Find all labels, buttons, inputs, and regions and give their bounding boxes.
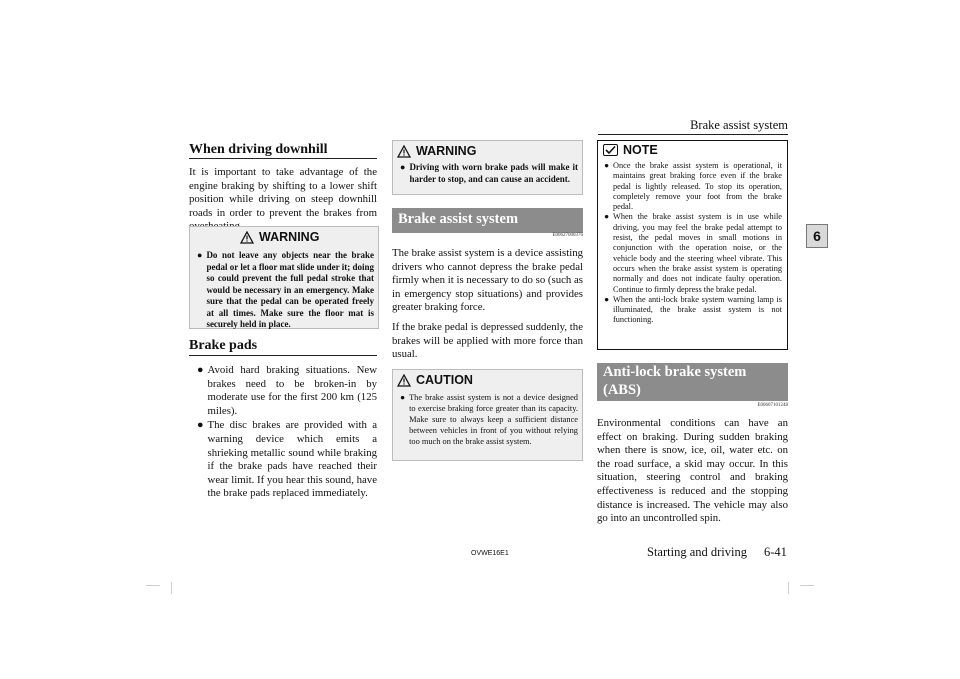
footer-page-number: 6-41 — [764, 545, 787, 559]
note-item-text: When the brake assist system is in use while driving, you may feel the brake pedal attempt to resist, the pedal moves in small motions in conjunction with the operation noise, or the vehicle body and the steering wheel vibrate. This occurs when the brake assist system is operating normally and does not indicate faulty operation. Continue to firmly depress the brake pedal. — [613, 212, 782, 294]
list-item-text: The disc brakes are provided with a warning device which emits a shrieking metallic sound while braking if the brake pads have reached their wear limit. If you hear this sound, have the brake pads replaced immediately. — [207, 419, 377, 500]
bullet-icon: ● — [400, 393, 406, 402]
bullet-icon: ● — [197, 250, 203, 260]
brake-assist-paragraph-1: The brake assist system is a device assisting drivers who cannot depress the brake pedal firmly when it is necessary to do so (such as in emergency stop situations) and provides greater braking force. — [392, 247, 584, 314]
warning-text: Do not leave any objects near the brake pedal or let a floor mat slide under it; doing so could prevent the full pedal stroke that would be necessary in an emergency. Make sure that the pedal can be operated freely at all times. Make sure the floor mat is securely held in place. — [206, 250, 374, 329]
crop-mark — [171, 582, 172, 594]
bullet-icon: ● — [604, 212, 610, 222]
list-item — [604, 161, 782, 212]
caution-label — [397, 373, 473, 387]
caution-text: The brake assist system is not a device designed to exercise braking force greater than its capacity. Make sure to always keep a sufficient distance between vehicles in front of you without relying too much on the brake assist system. — [409, 393, 578, 446]
note-item-text: When the anti-lock brake system warning lamp is illuminated, the brake assist system is not functioning. — [613, 294, 782, 325]
list-item — [604, 212, 782, 294]
warning-item — [400, 162, 578, 185]
warning-triangle-icon — [397, 145, 411, 158]
caution-label-text: CAUTION — [416, 373, 473, 387]
warning-box-downhill — [189, 226, 379, 329]
caution-item — [400, 392, 578, 447]
caution-box — [392, 369, 583, 461]
warning-label-text: WARNING — [416, 144, 477, 158]
note-check-icon — [603, 144, 618, 156]
section-heading-brake-pads: Brake pads — [189, 338, 258, 353]
warning-item — [197, 250, 374, 331]
brake-pads-list — [197, 364, 377, 501]
section-code: E00607101248 — [757, 403, 788, 408]
bullet-icon: ● — [197, 364, 204, 376]
warning-triangle-icon — [397, 374, 411, 387]
list-item — [604, 295, 782, 326]
list-item-text: Avoid hard braking situations. New brakes need to be broken-in by moderate use for the first 200 km (125 miles). — [207, 364, 377, 417]
chapter-tab: 6 — [806, 224, 828, 248]
crop-mark — [800, 585, 814, 586]
heading-underline — [189, 355, 377, 356]
note-box — [597, 140, 788, 350]
bullet-icon: ● — [197, 419, 204, 432]
heading-underline — [189, 158, 377, 159]
list-item — [197, 419, 377, 501]
bullet-icon: ● — [604, 294, 610, 304]
footer-model-code: OVWE16E1 — [471, 550, 509, 557]
note-label — [603, 143, 658, 157]
note-item-text: Once the brake assist system is operational, it maintains great braking force even if the brake pedal is lightly released. To stop its operation, completely remove your foot from the brake pedal. — [613, 161, 782, 212]
warning-triangle-icon — [240, 231, 254, 244]
abs-paragraph: Environmental conditions can have an effect on braking. During sudden braking when there is snow, ice, oil, water etc. on the road surface, a skid may occur. In this situation, steering control and braking effectiveness is reduced and the stopping distance is increased. The vehicle may also go into an uncontrolled spin. — [597, 417, 788, 525]
warning-label — [240, 230, 319, 244]
warning-label — [397, 144, 476, 158]
note-label-text: NOTE — [623, 143, 658, 157]
note-list — [604, 161, 782, 326]
list-item — [197, 364, 377, 418]
header-rule — [598, 134, 788, 135]
section-band-abs — [597, 363, 788, 401]
downhill-paragraph: It is important to take advantage of the engine braking by shifting to a lower shift position while driving on steep downhill roads in order to prevent the brakes from — [189, 166, 377, 219]
section-heading-downhill: When driving downhill — [189, 142, 328, 157]
warning-label-text: WARNING — [259, 230, 320, 244]
warning-box-brake-pads — [392, 140, 583, 195]
warning-text: Driving with worn brake pads will make it harder to stop, and can cause an accident. — [409, 162, 578, 184]
footer-section-name: Starting and driving — [647, 545, 747, 559]
crop-mark — [788, 582, 789, 594]
bullet-icon: ● — [400, 162, 406, 172]
section-code: E00627000376 — [552, 233, 583, 238]
brake-assist-paragraph-2: If the brake pedal is depressed suddenly, the brakes will be applied with more force than usual. — [392, 321, 583, 361]
crop-mark — [146, 585, 160, 586]
section-band-brake-assist — [392, 208, 583, 233]
bullet-icon: ● — [604, 161, 610, 170]
section-heading-brake-assist: Brake assist system — [398, 211, 519, 227]
running-header-title: Brake assist system — [690, 118, 788, 132]
section-heading-abs: Anti-lock brake system (ABS) — [603, 364, 747, 398]
